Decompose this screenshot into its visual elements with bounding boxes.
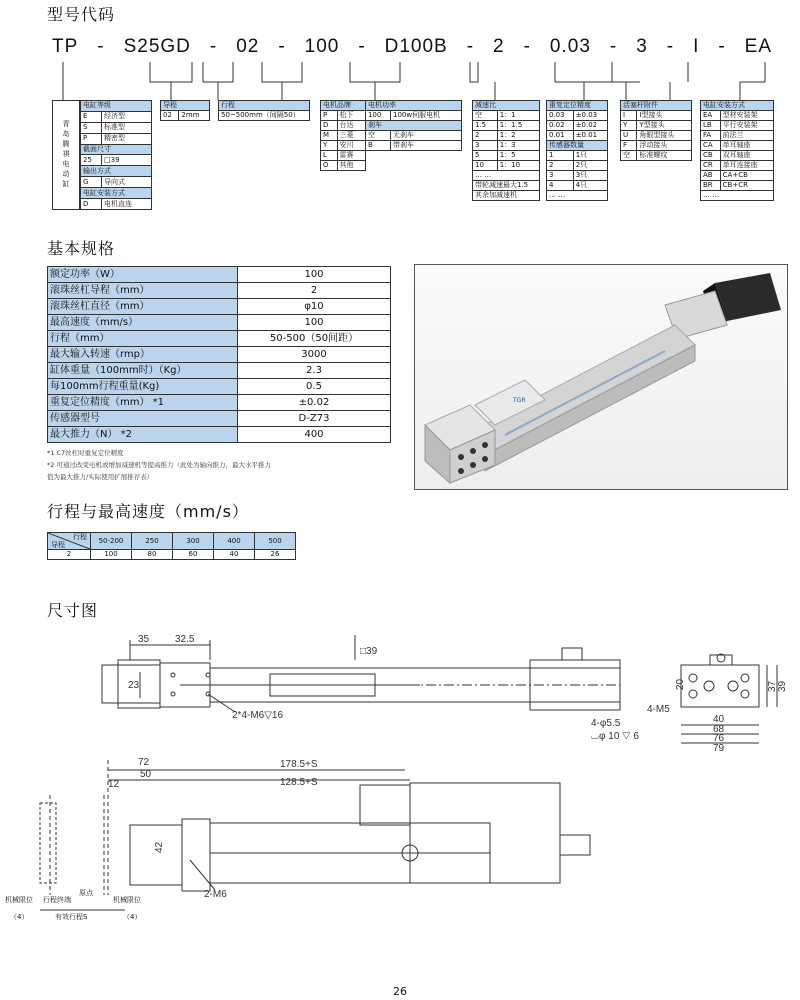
cell: U — [621, 131, 637, 141]
speed-cell: 80 — [132, 550, 173, 560]
cell: 1 — [547, 151, 574, 161]
code-sep: - — [97, 36, 105, 57]
cell: CB — [701, 151, 721, 161]
cell: 输出方式 — [81, 166, 152, 177]
spec-value: φ10 — [238, 299, 391, 315]
dim-label: 4-M5 — [647, 704, 670, 715]
section-title-speed: 行程与最高速度（mm/s） — [47, 502, 249, 521]
code-box-accuracy — [546, 100, 608, 201]
dim-label: 23 — [128, 680, 140, 691]
cell: 1只 — [573, 151, 607, 161]
cell: B — [365, 141, 390, 151]
cell: 三菱 — [337, 131, 365, 141]
code-sep: - — [209, 36, 218, 57]
cell: 电缸安装方式 — [701, 101, 774, 111]
cell: 0.01 — [547, 131, 574, 141]
dim-label: 40 — [713, 714, 725, 725]
code-part: 2 — [493, 36, 505, 57]
dim-label: 4-φ5.5 — [591, 718, 621, 729]
legend-text: 原点 — [79, 889, 93, 897]
spec-value: 2.3 — [238, 363, 391, 379]
cell: 标准型 — [102, 122, 152, 133]
dim-label: 79 — [713, 743, 725, 754]
cell: G — [81, 177, 102, 188]
dim-label: 2-M6 — [204, 889, 227, 900]
cell: 台达 — [337, 121, 365, 131]
cell: 传感器数量 — [547, 141, 608, 151]
legend-text: 机械限位 — [5, 896, 33, 904]
section-title-dimensions: 尺寸图 — [47, 601, 99, 620]
cell: 1.5 — [473, 121, 498, 131]
speed-header: 250 — [132, 533, 173, 550]
legend-text: 行程终端 — [43, 896, 71, 904]
spec-value: D-Z73 — [238, 411, 391, 427]
cell: 3 — [547, 171, 574, 181]
cell: 100 — [365, 111, 390, 121]
note: *2 可通过改变电机或增加减速机等提高推力（此处为轴向推力，最大水平推力 — [47, 461, 271, 469]
legend-text: 有效行程S — [55, 913, 88, 921]
code-part: S25GD — [123, 36, 191, 57]
cell: … … — [701, 191, 774, 201]
cell: 02 — [161, 111, 179, 121]
cell: M — [321, 131, 338, 141]
spec-row — [48, 267, 391, 283]
spec-key: 重复定位精度（mm） *1 — [48, 395, 238, 411]
speed-header: 400 — [214, 533, 255, 550]
spec-row — [48, 299, 391, 315]
cell: 0.02 — [547, 121, 574, 131]
cell: □39 — [102, 155, 152, 166]
cell: D — [321, 121, 338, 131]
cell: AB — [701, 171, 721, 181]
cell: 行程 — [219, 101, 310, 111]
cell: 3只 — [573, 171, 607, 181]
cell: 2 — [473, 131, 498, 141]
spec-key: 传感器型号 — [48, 411, 238, 427]
cell: P — [321, 111, 338, 121]
cell: 标准螺纹 — [637, 151, 692, 161]
cell: 带轮减速最大1.5 — [473, 181, 540, 191]
cell: … … — [547, 191, 608, 201]
cell: 减速比 — [473, 101, 540, 111]
spec-value: 2 — [238, 283, 391, 299]
corner-bottom: 导程 — [51, 541, 65, 549]
spec-value: 3000 — [238, 347, 391, 363]
code-part: D100B — [384, 36, 448, 57]
cell: D — [81, 199, 102, 210]
dim-label: 50 — [140, 769, 152, 780]
code-sep: - — [466, 36, 475, 57]
cell: 2只 — [573, 161, 607, 171]
cell: 2 — [547, 161, 574, 171]
cell: 1：2 — [497, 131, 539, 141]
cell: 1：10 — [497, 161, 539, 171]
spec-row — [48, 363, 391, 379]
dim-label: 72 — [138, 757, 150, 768]
cell: 单耳连接座 — [720, 161, 773, 171]
spec-key: 缸体重量（100mm时）（Kg） — [48, 363, 238, 379]
cell: 电机品牌 — [321, 101, 366, 111]
cell: I型接头 — [637, 111, 692, 121]
corner-top: 行程 — [73, 533, 87, 541]
top-view-drawing — [90, 630, 650, 730]
cell: 无刹车 — [390, 131, 461, 141]
code-sep: - — [523, 36, 531, 57]
cell: ±0.03 — [573, 111, 607, 121]
cell: … … — [473, 171, 540, 181]
code-part: TP — [52, 36, 79, 57]
dim-label: 20 — [675, 678, 686, 690]
note: *1 C7丝杠时重复定位精度 — [47, 449, 124, 457]
cell: EA — [701, 111, 721, 121]
cell: 带刹车 — [390, 141, 461, 151]
spec-key: 滚珠丝杠导程（mm） — [48, 283, 238, 299]
cell: P — [81, 133, 102, 144]
code-box-grade — [52, 100, 152, 210]
cell: 4 — [547, 181, 574, 191]
cell: 其他 — [337, 161, 365, 171]
model-code-row — [52, 36, 772, 58]
cell: 0.03 — [547, 111, 574, 121]
cell: CA — [701, 141, 721, 151]
cell: CB+CR — [720, 181, 773, 191]
spec-row — [48, 331, 391, 347]
cell: 精密型 — [102, 133, 152, 144]
dim-label: 128.5+S — [280, 777, 318, 788]
actuator-illustration — [415, 265, 787, 489]
cell: Y型接头 — [637, 121, 692, 131]
cell: 经济型 — [102, 111, 152, 122]
code-part: 100 — [304, 36, 340, 57]
cell: 1：5 — [497, 151, 539, 161]
spec-key: 最大输入转速（rmp） — [48, 347, 238, 363]
section-title-model: 型号代码 — [47, 5, 116, 24]
spec-row — [48, 315, 391, 331]
cell: 电缸安装方式 — [81, 188, 152, 199]
cell: 浮动接头 — [637, 141, 692, 151]
spec-row — [48, 347, 391, 363]
cell: LB — [701, 121, 721, 131]
bottom-legend — [5, 889, 165, 925]
speed-cell: 60 — [173, 550, 214, 560]
cell: 空 — [365, 131, 390, 141]
cell: 1：1.5 — [497, 121, 539, 131]
section-title-spec: 基本规格 — [47, 239, 116, 258]
code-part: 02 — [236, 36, 260, 57]
speed-header: 500 — [255, 533, 296, 550]
code-sep: - — [718, 36, 726, 57]
spec-row — [48, 283, 391, 299]
cell: 导向式 — [102, 177, 152, 188]
cell: E — [81, 111, 102, 122]
cell: 2mm — [179, 111, 210, 121]
cell: 100w伺服电机 — [390, 111, 461, 121]
speed-header: 50-200 — [91, 533, 132, 550]
speed-cell: 26 — [255, 550, 296, 560]
speed-corner — [48, 533, 91, 550]
cell: 其余加减速机 — [473, 191, 540, 201]
cell: 3 — [473, 141, 498, 151]
dim-label: 39 — [777, 680, 788, 692]
cell: 雷赛 — [337, 151, 365, 161]
dim-label: ⌴φ 10 ▽ 6 — [591, 731, 639, 742]
brand-side-label: 青岛腾祺电动缸 — [52, 100, 80, 210]
speed-cell: 40 — [214, 550, 255, 560]
code-sep: - — [278, 36, 286, 57]
speed-cell: 100 — [91, 550, 132, 560]
spec-key: 最高速度（mm/s） — [48, 315, 238, 331]
spec-value: 100 — [238, 267, 391, 283]
legend-text: （4） — [123, 913, 142, 921]
cell: CR — [701, 161, 721, 171]
cell: I — [621, 111, 637, 121]
spec-notes — [47, 447, 271, 483]
cell: 前法兰 — [720, 131, 773, 141]
cell: FA — [701, 131, 721, 141]
legend-text: （4） — [10, 913, 29, 921]
product-photo — [414, 264, 788, 490]
dim-label: 42 — [154, 841, 165, 853]
code-part: 3 — [636, 36, 648, 57]
code-box-motor — [320, 100, 462, 171]
code-sep: - — [666, 36, 675, 57]
code-box-stroke — [218, 100, 310, 121]
cell: 导程 — [161, 101, 210, 111]
spec-value: 100 — [238, 315, 391, 331]
spec-row — [48, 411, 391, 427]
speed-header: 300 — [173, 533, 214, 550]
dim-label: 32.5 — [175, 634, 195, 645]
code-sep: - — [609, 36, 618, 57]
dim-label: 2*4-M6▽16 — [232, 710, 284, 721]
cell: 10 — [473, 161, 498, 171]
dim-label: 76 — [713, 733, 725, 744]
cell: 重复定位精度 — [547, 101, 608, 111]
spec-table — [47, 266, 391, 443]
dim-label: 12 — [108, 779, 120, 790]
cell: 平行安装架 — [720, 121, 773, 131]
code-part: EA — [744, 36, 772, 57]
cell: 1：1 — [497, 111, 539, 121]
code-box-lead — [160, 100, 210, 121]
cell: Y — [321, 141, 338, 151]
cell: 4只 — [573, 181, 607, 191]
cell: 双耳轴座 — [720, 151, 773, 161]
cell: 型材安装架 — [720, 111, 773, 121]
page-number: 26 — [393, 985, 407, 998]
product-logo: TGR — [513, 397, 526, 404]
cell: 刹车 — [365, 121, 461, 131]
dim-label: □39 — [360, 646, 378, 657]
cell: O — [321, 161, 338, 171]
spec-key: 每100mm行程重量(Kg) — [48, 379, 238, 395]
cell: Y — [621, 121, 637, 131]
spec-key: 最大推力（N） *2 — [48, 427, 238, 443]
speed-table — [47, 532, 296, 560]
cell: 空 — [621, 151, 637, 161]
cell: BR — [701, 181, 721, 191]
spec-row — [48, 395, 391, 411]
cell: ±0.02 — [573, 121, 607, 131]
note: 值为最大推力/实际使用扩展推荐表） — [47, 473, 154, 481]
dim-label: 35 — [138, 634, 150, 645]
cell: 活塞杆附件 — [621, 101, 692, 111]
dim-label: 37 — [767, 680, 778, 692]
cell: 1：3 — [497, 141, 539, 151]
code-part: I — [693, 36, 700, 57]
dim-label: 68 — [713, 724, 725, 735]
cell: 角眼型接头 — [637, 131, 692, 141]
end-view-drawing — [585, 650, 800, 760]
spec-value: 400 — [238, 427, 391, 443]
code-connectors — [0, 60, 800, 105]
cell: 50~500mm（间隔50） — [219, 111, 310, 121]
cell: ±0.01 — [573, 131, 607, 141]
cell: L — [321, 151, 338, 161]
spec-row — [48, 379, 391, 395]
spec-value: 50-500（50间距） — [238, 331, 391, 347]
cell: F — [621, 141, 637, 151]
cell: 空 — [473, 111, 498, 121]
cell: 电缸等级 — [81, 101, 152, 112]
spec-value: 0.5 — [238, 379, 391, 395]
spec-value: ±0.02 — [238, 395, 391, 411]
spec-key: 滚珠丝杠直径（mm） — [48, 299, 238, 315]
cell: 截面尺寸 — [81, 144, 152, 155]
code-box-rod-accessory — [620, 100, 692, 161]
legend-text: 机械限位 — [113, 896, 141, 904]
spec-row — [48, 427, 391, 443]
cell: 电机直连 — [102, 199, 152, 210]
code-part: 0.03 — [549, 36, 591, 57]
code-sep: - — [358, 36, 366, 57]
dim-label: 178.5+S — [280, 759, 318, 770]
cell: 安川 — [337, 141, 365, 151]
spec-key: 额定功率（W） — [48, 267, 238, 283]
cell: 单耳轴座 — [720, 141, 773, 151]
spec-key: 行程（mm） — [48, 331, 238, 347]
cell: 电机功率 — [365, 101, 461, 111]
cell: 松下 — [337, 111, 365, 121]
cell: 25 — [81, 155, 102, 166]
code-box-mounting — [700, 100, 774, 201]
speed-cell: 2 — [48, 550, 91, 560]
cell: S — [81, 122, 102, 133]
cell: 5 — [473, 151, 498, 161]
cell: CA+CB — [720, 171, 773, 181]
code-box-reduction — [472, 100, 540, 201]
